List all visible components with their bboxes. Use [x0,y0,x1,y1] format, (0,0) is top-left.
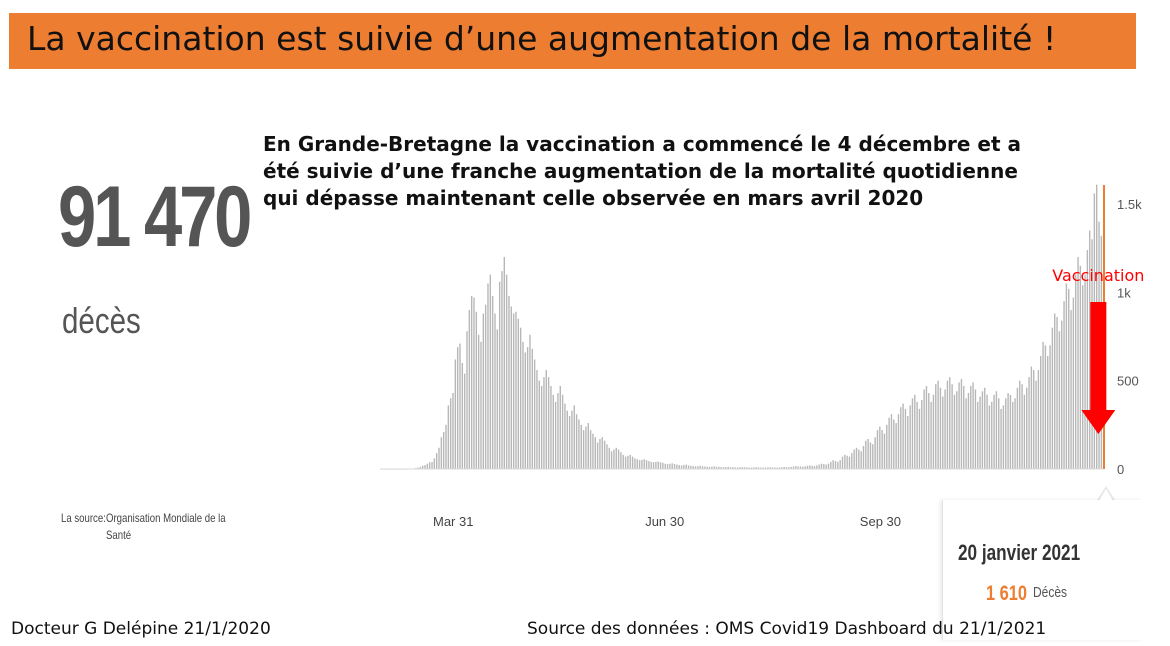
bar [1028,377,1029,469]
bar [853,450,854,469]
bar [1052,328,1053,469]
bar [457,347,458,469]
total-deaths-value: 91 470 [58,169,250,265]
bar [569,416,570,469]
bar [662,463,663,469]
bar [893,420,894,469]
tooltip-caret-inner [1099,489,1113,501]
bar [511,306,512,469]
bar [998,398,999,469]
bar [902,404,903,469]
y-tick-label: 1.5k [1117,197,1142,212]
bar [1007,393,1008,469]
y-axis [1117,197,1142,477]
bar [963,386,964,469]
bar [588,423,589,469]
bar [431,462,432,469]
bar [916,402,917,469]
bar [1038,370,1039,469]
bar [870,443,871,470]
bar [1003,405,1004,469]
bar [560,386,561,469]
bar [888,418,889,469]
bar [459,344,460,469]
bar [658,462,659,469]
bar [674,464,675,469]
total-deaths-label: décès [62,300,141,341]
bar [891,414,892,469]
bar [949,377,950,469]
bar [830,462,831,469]
bar [1063,301,1064,469]
bar [944,390,945,470]
bar [1000,409,1001,469]
bar [469,310,470,469]
bar [571,411,572,469]
x-axis [433,514,901,529]
bar [548,377,549,469]
bar [1070,310,1071,469]
bar [1084,275,1085,469]
bar [1019,381,1020,469]
bar [634,458,635,469]
x-tick-label: Mar 31 [433,514,474,529]
bar [506,275,507,469]
bar [1059,331,1060,469]
bar [991,402,992,469]
bar [881,430,882,469]
tooltip-value: 1 610 [986,582,1027,605]
bar [972,382,973,469]
bar [590,430,591,469]
bar [555,402,556,469]
bar [485,305,486,469]
bar [436,453,437,469]
bar [688,465,689,469]
bar [1021,384,1022,469]
bar-series [380,185,1104,470]
bar [982,391,983,469]
bar [956,391,957,469]
slide-title: La vaccination est suivie d’une augmentation de la mortalité ! [27,19,1057,58]
bar [895,423,896,469]
bar [448,405,449,469]
bar [623,455,624,469]
vaccination-arrow [1081,302,1115,434]
bar [1040,356,1041,469]
bar [585,427,586,469]
bar [625,457,626,469]
bar [494,314,495,469]
bar [646,460,647,469]
bar [970,386,971,469]
bar [921,400,922,469]
footer-data-source: Source des données : OMS Covid19 Dashboard du 21/1/2021 [527,619,1047,639]
bar [877,430,878,469]
bar [816,465,817,469]
bar [975,390,976,470]
bar [968,393,969,469]
bar [429,462,430,469]
bar [550,386,551,469]
bar [828,464,829,469]
bar [846,456,847,469]
bar [574,405,575,469]
bar [1073,298,1074,469]
bar [480,342,481,469]
bar [1010,395,1011,469]
bar [618,450,619,469]
bar [926,386,927,469]
bar [844,455,845,469]
bar [604,441,605,469]
bar [1042,342,1043,469]
bar [473,298,474,469]
bar [679,465,680,469]
bar [576,414,577,469]
y-tick-label: 0 [1117,462,1125,477]
bar [592,434,593,469]
bar [979,397,980,469]
bar [466,331,467,469]
bar [452,393,453,469]
bar [818,465,819,469]
bar [879,427,880,469]
bar [835,461,836,469]
tooltip-unit: Décès [1033,584,1068,601]
bar [599,439,600,469]
bar [823,464,824,469]
bar [655,462,656,469]
bar [1049,345,1050,469]
bar [553,395,554,469]
bar [954,395,955,469]
bar [935,384,936,469]
bar [455,359,456,469]
bar [1080,266,1081,469]
bar [564,404,565,469]
bar [529,335,530,469]
bar [611,451,612,469]
bar [872,444,873,469]
bar [427,464,428,469]
bar [513,314,514,469]
bar [501,271,502,469]
bar [1005,398,1006,469]
source-label: La source: [61,511,106,525]
bar [832,460,833,469]
bar [1056,317,1057,469]
bar [1012,402,1013,469]
bar [508,296,509,469]
bar [660,462,661,469]
bar [616,448,617,469]
bar [606,444,607,469]
bar [525,352,526,469]
bar [825,465,826,469]
bar [637,459,638,469]
y-tick-label: 500 [1117,373,1139,389]
bar [951,384,952,469]
bar [518,319,519,469]
bar [1035,381,1036,469]
bar [842,457,843,469]
bar [543,377,544,469]
bar [1014,398,1015,469]
bar [665,464,666,469]
bar [1031,367,1032,469]
bar [609,448,610,469]
bar [595,437,596,469]
bar [1047,356,1048,469]
bar [1024,395,1025,469]
bar [886,425,887,469]
source-organisation: Organisation Mondiale de la Santé [106,511,226,542]
bar [1033,370,1034,469]
bar [965,398,966,469]
bar [984,388,985,469]
bar [443,432,444,469]
bar [867,439,868,469]
bar [424,465,425,469]
bar [487,284,488,470]
bar [919,409,920,469]
bar [539,381,540,469]
bar [947,381,948,469]
bar [1077,257,1078,469]
bar [653,462,654,469]
bar [900,407,901,469]
bar [821,464,822,469]
bar [522,342,523,469]
bar [942,397,943,469]
bar [940,388,941,469]
bar [681,465,682,469]
bar [648,461,649,469]
bar [683,465,684,469]
bar [476,312,477,469]
bar [483,314,484,469]
bar [627,456,628,469]
bar [937,381,938,469]
bar [993,395,994,469]
bar [898,414,899,469]
bar [1066,284,1067,470]
bar [986,395,987,469]
bar [620,452,621,469]
x-tick-label: Sep 30 [859,514,902,529]
bar [541,386,542,469]
bar [641,460,642,469]
bar [667,464,668,469]
bar [1017,388,1018,469]
bar [534,359,535,469]
bar [527,347,528,469]
bar [863,446,864,469]
bar [520,328,521,469]
bar [490,275,491,469]
bar [492,296,493,469]
bar [1054,314,1055,469]
bar [860,451,861,469]
bar [884,434,885,469]
footer-author: Docteur G Delépine 21/1/2020 [11,619,271,639]
y-tick-label: 1k [1117,285,1131,301]
bar [644,459,645,469]
bar [515,312,516,469]
lead-paragraph: En Grande-Bretagne la vaccination a commencé le 4 décembre et a été suivie d’une franche augmentation de la mortalité quotidienne qui dépasse maintenant celle observée en mars avril 2020 [263,132,1021,210]
bar [996,391,997,469]
bar [497,329,498,469]
annotation-label: Vaccination [1052,266,1145,285]
bar [849,457,850,469]
bar [1075,275,1076,469]
bar [909,405,910,469]
bar [686,465,687,469]
bar [856,448,857,469]
bar [578,420,579,469]
x-tick-label: Jun 30 [645,514,685,529]
tooltip-date: 20 janvier 2021 [958,540,1081,565]
bar [923,390,924,470]
bar [809,465,810,469]
bar [839,460,840,469]
bar [630,455,631,469]
bar [438,448,439,469]
bar [977,402,978,469]
bar [858,450,859,469]
bar [445,425,446,469]
bar [602,437,603,469]
bar [1045,345,1046,469]
bar [471,296,472,469]
bar [914,395,915,469]
bar [581,425,582,469]
bar [597,443,598,470]
bar [912,398,913,469]
bar [1082,285,1083,469]
bar [958,382,959,469]
bar [613,450,614,469]
bar [562,395,563,469]
bar [532,349,533,469]
bar [567,411,568,469]
bar [1068,289,1069,469]
bar [557,393,558,469]
bar [583,430,584,469]
bar [907,416,908,469]
bar [546,370,547,469]
bar [961,379,962,469]
bar [639,460,640,469]
bar [928,393,929,469]
bar [1026,388,1027,469]
bar [669,464,670,469]
bar [434,458,435,469]
bar [651,462,652,469]
bar [989,405,990,469]
bar [874,437,875,469]
bar [478,335,479,469]
bar [450,398,451,469]
bar [1061,321,1062,469]
bar [676,465,677,469]
bar [930,402,931,469]
bar [632,457,633,469]
bar [504,257,505,469]
bar [536,370,537,469]
bar [441,437,442,469]
bar [851,453,852,469]
bar [933,395,934,469]
bar [462,363,463,469]
bar [499,282,500,469]
bar [464,374,465,469]
bar [865,441,866,469]
bar [672,463,673,469]
bar [837,462,838,469]
bar [905,409,906,469]
